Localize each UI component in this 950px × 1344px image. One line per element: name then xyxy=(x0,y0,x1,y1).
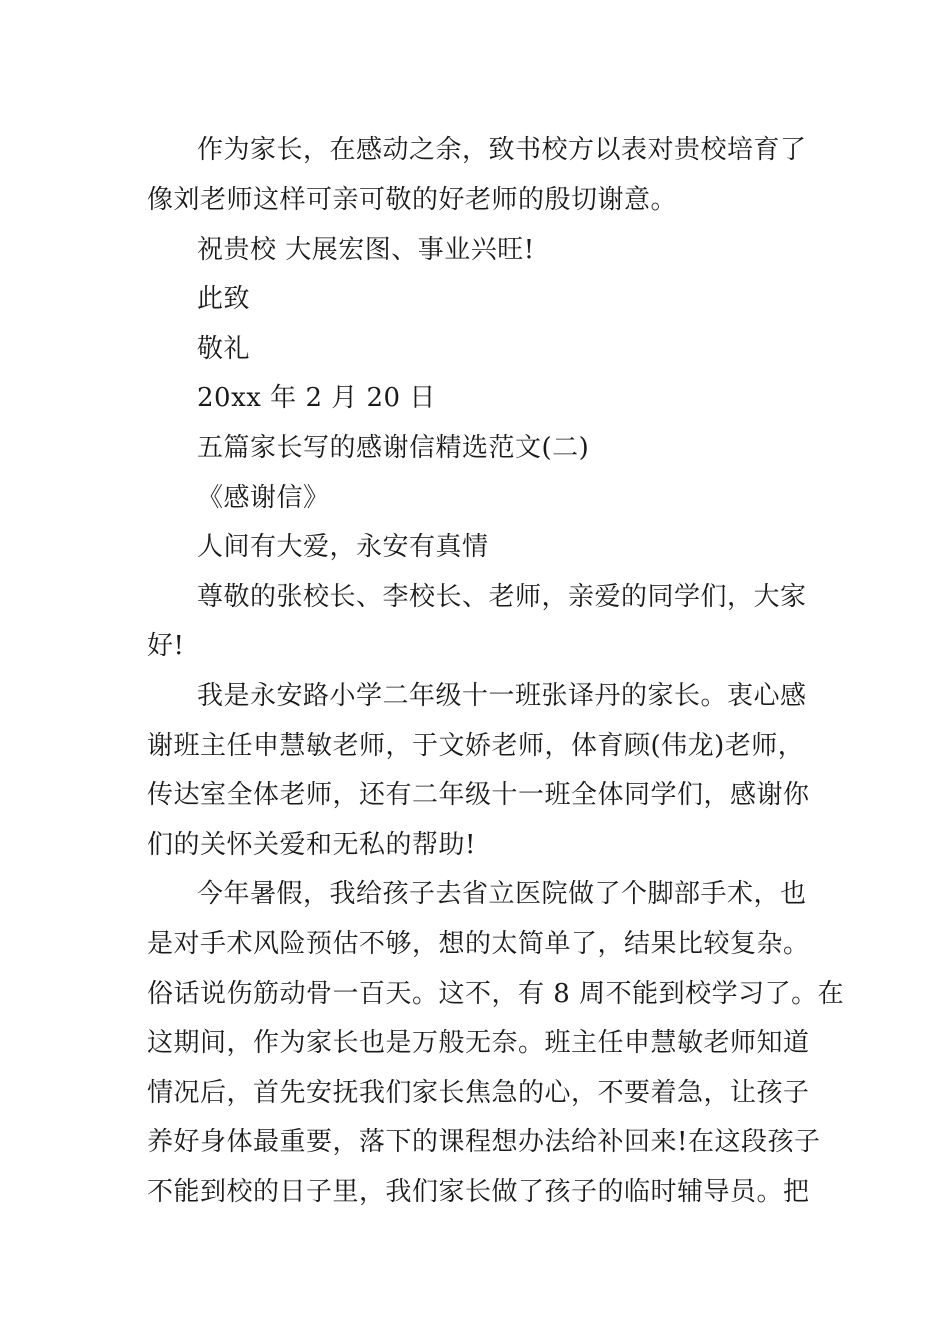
paragraph-line: 这期间，作为家长也是万般无奈。班主任申慧敏老师知道 xyxy=(147,1028,810,1058)
paragraph-line: 养好身体最重要，落下的课程想办法给补回来!在这段孩子 xyxy=(147,1127,821,1157)
paragraph-line: 像刘老师这样可亲可敬的好老师的殷切谢意。 xyxy=(147,185,678,215)
paragraph-line: 祝贵校 大展宏图、事业兴旺! xyxy=(197,235,535,265)
paragraph-line: 我是永安路小学二年级十一班张译丹的家长。衷心感 xyxy=(197,681,807,711)
paragraph-line: 今年暑假，我给孩子去省立医院做了个脚部手术，也 xyxy=(197,879,807,909)
letter-subtitle: 人间有大爱，永安有真情 xyxy=(197,532,489,562)
paragraph-line: 好! xyxy=(147,631,185,661)
paragraph-line: 不能到校的日子里，我们家长做了孩子的临时辅导员。把 xyxy=(147,1177,810,1207)
date-line: 20xx 年 2 月 20 日 xyxy=(197,383,436,413)
paragraph-line: 是对手术风险预估不够，想的太简单了，结果比较复杂。 xyxy=(147,929,810,959)
section-title: 五篇家长写的感谢信精选范文(二) xyxy=(197,433,590,463)
paragraph-line: 情况后，首先安抚我们家长焦急的心，不要着急，让孩子 xyxy=(147,1078,810,1108)
paragraph-line: 俗话说伤筋动骨一百天。这不，有 8 周不能到校学习了。在 xyxy=(147,979,845,1009)
paragraph-line: 谢班主任申慧敏老师，于文娇老师，体育顾(伟龙)老师， xyxy=(147,731,805,761)
paragraph-line: 们的关怀关爱和无私的帮助! xyxy=(147,830,476,860)
paragraph-line: 尊敬的张校长、李校长、老师，亲爱的同学们，大家 xyxy=(197,582,807,612)
closing-line: 敬礼 xyxy=(197,334,251,364)
letter-title: 《感谢信》 xyxy=(197,483,330,513)
closing-line: 此致 xyxy=(197,284,251,314)
paragraph-line: 作为家长，在感动之余，致书校方以表对贵校培育了 xyxy=(197,135,807,165)
paragraph-line: 传达室全体老师，还有二年级十一班全体同学们，感谢你 xyxy=(147,780,810,810)
